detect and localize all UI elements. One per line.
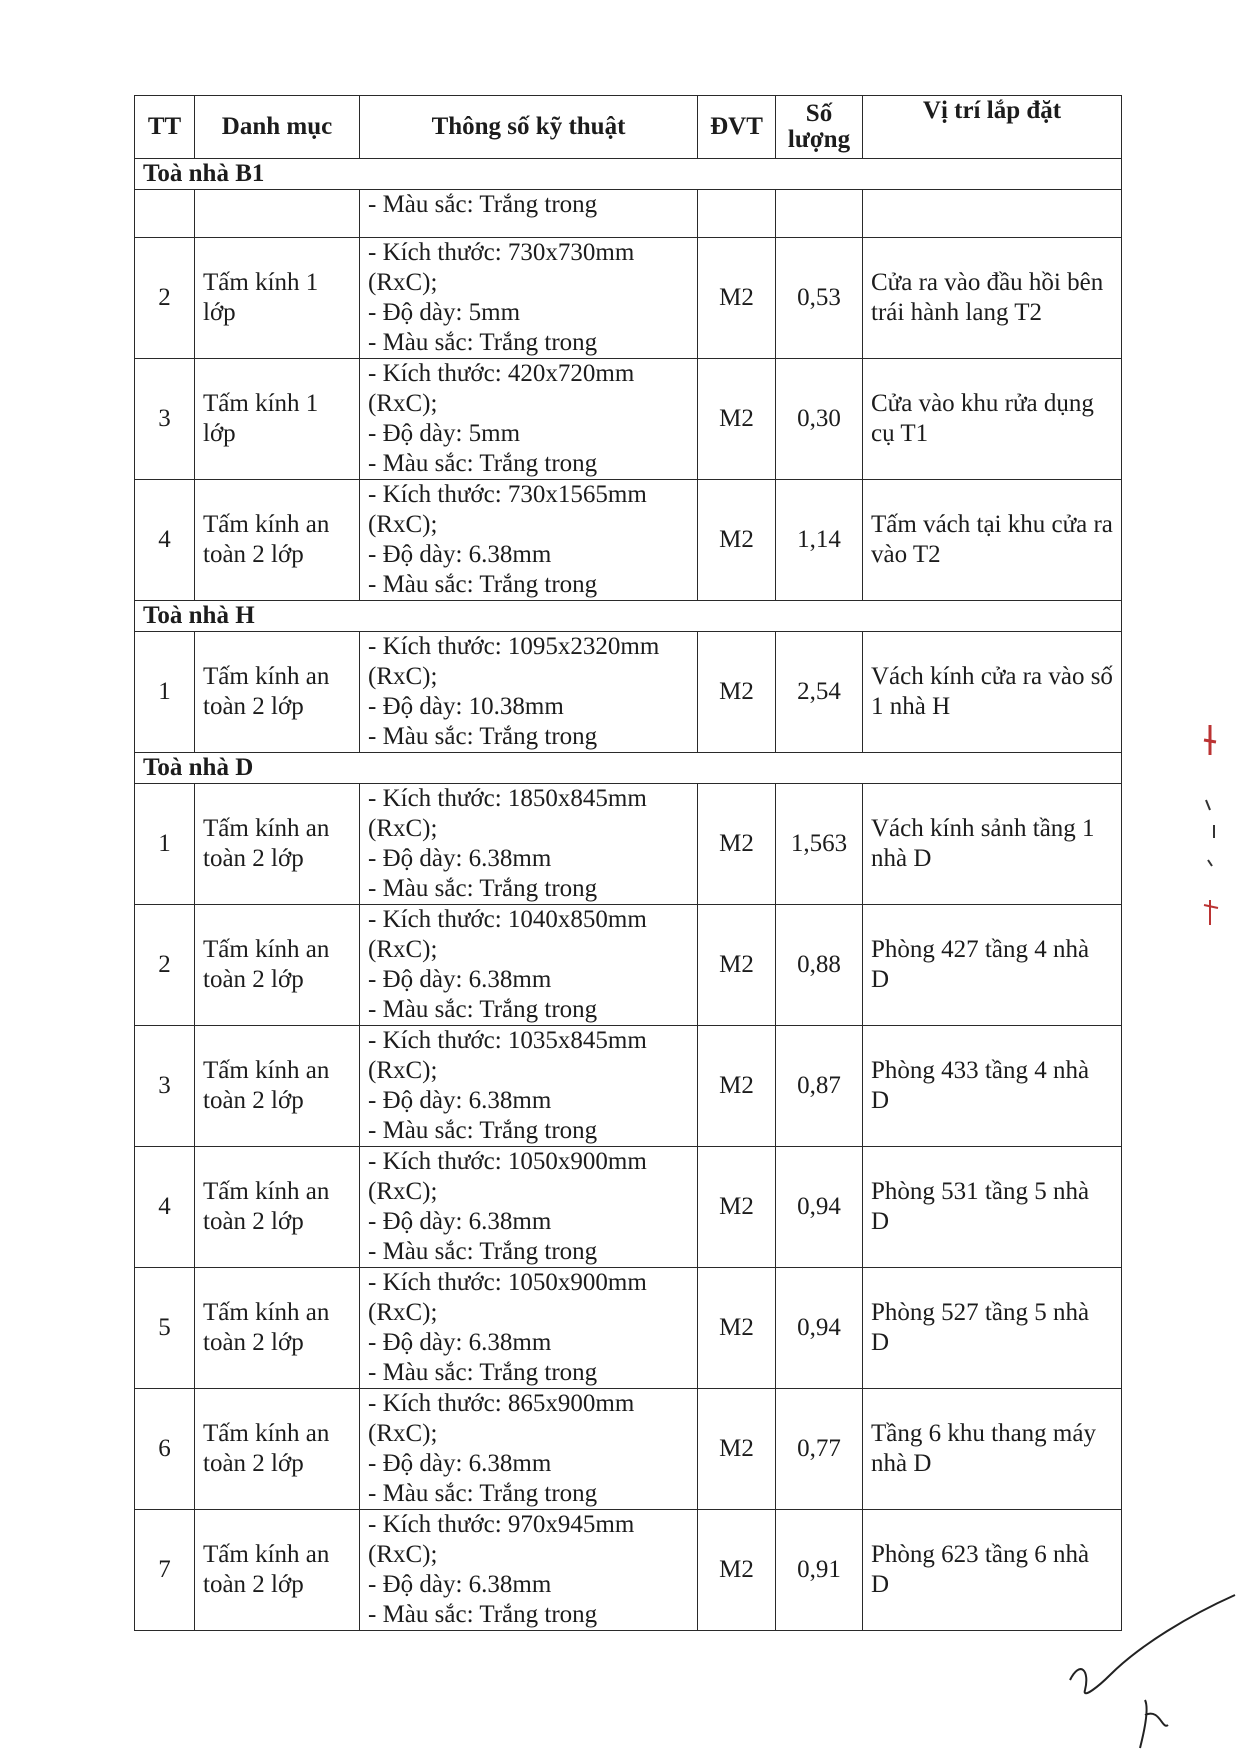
row-tt: 4 <box>135 1147 195 1268</box>
row-qty: 0,94 <box>776 1268 863 1389</box>
spec-line: - Màu sắc: Trắng trong <box>368 329 598 356</box>
row-unit: M2 <box>698 1510 776 1631</box>
row-spec <box>360 1147 698 1268</box>
row-unit: M2 <box>698 1389 776 1510</box>
spec-line: - Màu sắc: Trắng trong <box>368 875 598 902</box>
row-spec <box>360 905 698 1026</box>
spec-line: (RxC); <box>368 1299 438 1326</box>
spec-line: - Màu sắc: Trắng trong <box>368 723 598 750</box>
header-spec: Thông số kỹ thuật <box>360 96 698 159</box>
row-qty: 2,54 <box>776 632 863 753</box>
row-qty: 0,77 <box>776 1389 863 1510</box>
continuation-row <box>135 190 1122 238</box>
spec-line: - Màu sắc: Trắng trong <box>368 1359 598 1386</box>
spec-line: - Màu sắc: Trắng trong <box>368 1238 598 1265</box>
row-name: Tấm kính an toàn 2 lớp <box>195 480 360 601</box>
header-tt: TT <box>135 96 195 159</box>
signature-mark <box>1050 1590 1240 1750</box>
spec-line: - Màu sắc: Trắng trong <box>368 996 598 1023</box>
row-location: Phòng 623 tầng 6 nhà D <box>863 1510 1122 1631</box>
row-qty: 1,563 <box>776 784 863 905</box>
spec-line: - Độ dày: 10.38mm <box>368 693 564 720</box>
row-tt: 3 <box>135 1026 195 1147</box>
spec-line: - Độ dày: 6.38mm <box>368 1329 552 1356</box>
row-location: Phòng 531 tầng 5 nhà D <box>863 1147 1122 1268</box>
section-title: Toà nhà D <box>135 753 1122 784</box>
continuation-cell <box>776 190 863 238</box>
row-tt: 4 <box>135 480 195 601</box>
table-row <box>135 1389 1122 1510</box>
row-tt: 6 <box>135 1389 195 1510</box>
section-title: Toà nhà B1 <box>135 159 1122 190</box>
row-location: Phòng 427 tầng 4 nhà D <box>863 905 1122 1026</box>
spec-line: - Kích thước: 865x900mm <box>368 1390 635 1417</box>
table-row <box>135 480 1122 601</box>
section-row <box>135 601 1122 632</box>
row-unit: M2 <box>698 359 776 480</box>
spec-line: - Kích thước: 420x720mm <box>368 360 635 387</box>
spec-line: - Kích thước: 1095x2320mm <box>368 633 660 660</box>
spec-line: - Kích thước: 730x730mm <box>368 239 635 266</box>
spec-line: (RxC); <box>368 390 438 417</box>
continuation-spec: - Màu sắc: Trắng trong <box>360 190 698 238</box>
row-location: Phòng 433 tầng 4 nhà D <box>863 1026 1122 1147</box>
row-location: Cửa ra vào đầu hồi bên trái hành lang T2 <box>863 238 1122 359</box>
table-row <box>135 1510 1122 1631</box>
row-qty: 0,53 <box>776 238 863 359</box>
spec-line: - Độ dày: 5mm <box>368 299 521 326</box>
continuation-cell <box>195 190 360 238</box>
spec-line: - Kích thước: 970x945mm <box>368 1511 635 1538</box>
row-spec <box>360 1389 698 1510</box>
row-name: Tấm kính an toàn 2 lớp <box>195 1268 360 1389</box>
row-unit: M2 <box>698 1026 776 1147</box>
row-name: Tấm kính an toàn 2 lớp <box>195 632 360 753</box>
table-row <box>135 1147 1122 1268</box>
row-qty: 1,14 <box>776 480 863 601</box>
spec-line: - Độ dày: 6.38mm <box>368 845 552 872</box>
table-row <box>135 1268 1122 1389</box>
row-qty: 0,87 <box>776 1026 863 1147</box>
section-row <box>135 159 1122 190</box>
spec-line: (RxC); <box>368 936 438 963</box>
row-name: Tấm kính an toàn 2 lớp <box>195 784 360 905</box>
row-spec <box>360 238 698 359</box>
row-location: Vách kính sảnh tầng 1 nhà D <box>863 784 1122 905</box>
spec-line: - Kích thước: 1040x850mm <box>368 906 647 933</box>
row-tt: 7 <box>135 1510 195 1631</box>
table-row <box>135 632 1122 753</box>
spec-line: - Kích thước: 1035x845mm <box>368 1027 647 1054</box>
row-name: Tấm kính an toàn 2 lớp <box>195 1147 360 1268</box>
spec-line: - Màu sắc: Trắng trong <box>368 571 598 598</box>
row-qty: 0,88 <box>776 905 863 1026</box>
section-row <box>135 753 1122 784</box>
header-location: Vị trí lắp đặt <box>863 96 1122 159</box>
spec-line: - Độ dày: 6.38mm <box>368 1571 552 1598</box>
row-location: Vách kính cửa ra vào số 1 nhà H <box>863 632 1122 753</box>
continuation-cell <box>863 190 1122 238</box>
table-row <box>135 359 1122 480</box>
row-unit: M2 <box>698 784 776 905</box>
row-spec <box>360 480 698 601</box>
row-qty: 0,91 <box>776 1510 863 1631</box>
spec-line: - Độ dày: 6.38mm <box>368 1208 552 1235</box>
row-tt: 5 <box>135 1268 195 1389</box>
row-unit: M2 <box>698 1147 776 1268</box>
spec-line: (RxC); <box>368 269 438 296</box>
row-spec <box>360 632 698 753</box>
header-row <box>135 96 1122 159</box>
spec-line: - Độ dày: 5mm <box>368 420 521 447</box>
row-spec <box>360 1268 698 1389</box>
row-tt: 2 <box>135 238 195 359</box>
spec-line: - Độ dày: 6.38mm <box>368 966 552 993</box>
row-unit: M2 <box>698 632 776 753</box>
row-location: Cửa vào khu rửa dụng cụ T1 <box>863 359 1122 480</box>
spec-line: (RxC); <box>368 815 438 842</box>
spec-line: - Màu sắc: Trắng trong <box>368 1480 598 1507</box>
section-title: Toà nhà H <box>135 601 1122 632</box>
row-spec <box>360 784 698 905</box>
spec-line: (RxC); <box>368 511 438 538</box>
spec-line: (RxC); <box>368 1541 438 1568</box>
row-name: Tấm kính an toàn 2 lớp <box>195 1510 360 1631</box>
table-row <box>135 1026 1122 1147</box>
header-unit: ĐVT <box>698 96 776 159</box>
row-name: Tấm kính 1 lớp <box>195 359 360 480</box>
spec-line: - Độ dày: 6.38mm <box>368 541 552 568</box>
row-location: Tầng 6 khu thang máy nhà D <box>863 1389 1122 1510</box>
spec-line: - Độ dày: 6.38mm <box>368 1450 552 1477</box>
row-tt: 3 <box>135 359 195 480</box>
row-location: Phòng 527 tầng 5 nhà D <box>863 1268 1122 1389</box>
row-unit: M2 <box>698 1268 776 1389</box>
spec-line: - Màu sắc: Trắng trong <box>368 1601 598 1628</box>
margin-stamp-mark <box>1196 720 1226 940</box>
spec-line: (RxC); <box>368 1178 438 1205</box>
continuation-cell <box>135 190 195 238</box>
header-qty: Số lượng <box>776 96 863 159</box>
spec-line: - Kích thước: 1050x900mm <box>368 1148 647 1175</box>
spec-line: (RxC); <box>368 1057 438 1084</box>
row-spec <box>360 1026 698 1147</box>
spec-line: (RxC); <box>368 663 438 690</box>
spec-line: - Kích thước: 730x1565mm <box>368 481 647 508</box>
row-tt: 2 <box>135 905 195 1026</box>
header-name: Danh mục <box>195 96 360 159</box>
table-row <box>135 905 1122 1026</box>
row-location: Tấm vách tại khu cửa ra vào T2 <box>863 480 1122 601</box>
spec-line: - Kích thước: 1850x845mm <box>368 785 647 812</box>
row-name: Tấm kính an toàn 2 lớp <box>195 905 360 1026</box>
row-name: Tấm kính 1 lớp <box>195 238 360 359</box>
row-spec <box>360 1510 698 1631</box>
spec-line: - Độ dày: 6.38mm <box>368 1087 552 1114</box>
spec-line: (RxC); <box>368 1420 438 1447</box>
row-unit: M2 <box>698 480 776 601</box>
glass-specification-table <box>134 95 1122 1631</box>
row-unit: M2 <box>698 238 776 359</box>
row-name: Tấm kính an toàn 2 lớp <box>195 1026 360 1147</box>
spec-line: - Màu sắc: Trắng trong <box>368 450 598 477</box>
spec-line: - Màu sắc: Trắng trong <box>368 1117 598 1144</box>
table-row <box>135 784 1122 905</box>
table-row <box>135 238 1122 359</box>
row-qty: 0,94 <box>776 1147 863 1268</box>
row-unit: M2 <box>698 905 776 1026</box>
row-tt: 1 <box>135 632 195 753</box>
row-spec <box>360 359 698 480</box>
continuation-cell <box>698 190 776 238</box>
row-tt: 1 <box>135 784 195 905</box>
spec-line: - Kích thước: 1050x900mm <box>368 1269 647 1296</box>
table-body <box>135 159 1122 1631</box>
row-qty: 0,30 <box>776 359 863 480</box>
row-name: Tấm kính an toàn 2 lớp <box>195 1389 360 1510</box>
